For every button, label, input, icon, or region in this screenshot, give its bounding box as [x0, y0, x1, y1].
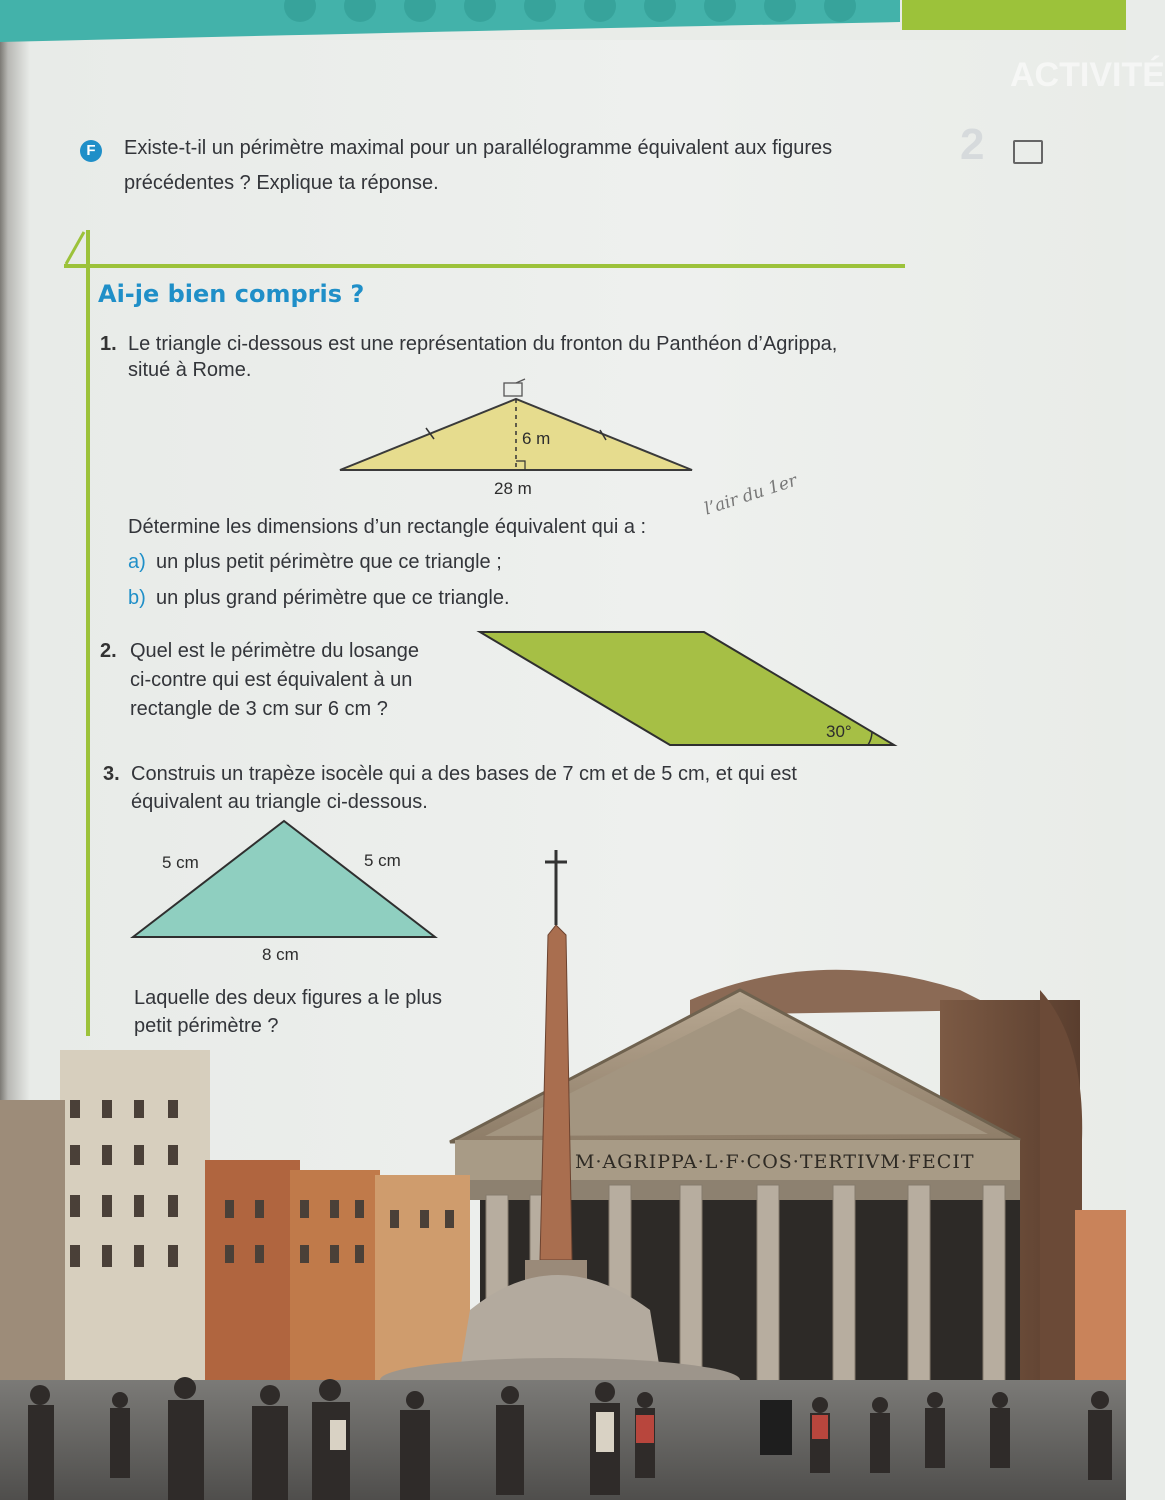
q2-number: 2. — [100, 640, 117, 662]
checkbox[interactable] — [1013, 140, 1043, 164]
handwritten-note: l’air du 1er — [701, 470, 800, 520]
q2-line2: ci-contre qui est équivalent à un — [130, 669, 413, 691]
q1-b-text: un plus grand périmètre que ce triangle. — [156, 587, 510, 609]
q1-a-label: a) — [128, 551, 146, 573]
q1-line2: situé à Rome. — [128, 359, 252, 381]
q3-line1: Construis un trapèze isocèle qui a des bases de 7 cm et de 5 cm, et qui est — [131, 763, 797, 785]
question-f-badge: F — [80, 140, 102, 162]
section-title: Ai-je bien compris ? — [98, 280, 365, 308]
q3-followup-line2: petit périmètre ? — [134, 1015, 279, 1037]
top-decorative-band — [0, 0, 1126, 40]
q2-line3: rectangle de 3 cm sur 6 cm ? — [130, 698, 388, 720]
q2-line1: Quel est le périmètre du losange — [130, 640, 420, 662]
pediment-triangle-figure — [330, 375, 710, 485]
q3-base-label: 8 cm — [262, 945, 299, 964]
q3-followup-line1: Laquelle des deux figures a le plus — [134, 987, 442, 1009]
q2-angle-label: 30° — [826, 722, 852, 741]
pantheon-inscription: M·AGRIPPA·L·F·COS·TERTIVM·FECIT — [575, 1151, 975, 1173]
question-f-line1: Existe-t-il un périmètre maximal pour un parallélogramme équivalent aux figures — [124, 137, 833, 159]
q1-height-label: 6 m — [522, 429, 551, 448]
q1-base-label: 28 m — [494, 479, 532, 498]
q1-number: 1. — [100, 333, 117, 355]
q1-a-text: un plus petit périmètre que ce triangle ; — [156, 551, 502, 573]
q1-prompt: Détermine les dimensions d’un rectangle équivalent qui a : — [128, 516, 647, 538]
q3-right-side-label: 5 cm — [364, 851, 401, 870]
q3-left-side-label: 5 cm — [162, 853, 199, 872]
q1-line1: Le triangle ci-dessous est une représentation du fronton du Panthéon d’Agrippa, — [128, 333, 838, 355]
side-tab-number: 2 — [960, 120, 985, 169]
question-f-line2: précédentes ? Explique ta réponse. — [124, 172, 439, 194]
obelisk — [540, 925, 572, 1260]
side-tab-activity: ACTIVITÉ — [1010, 56, 1165, 94]
q1-b-label: b) — [128, 587, 146, 609]
q3-line2: équivalent au triangle ci-dessous. — [131, 791, 428, 813]
q3-number: 3. — [103, 763, 120, 785]
pantheon-photo — [0, 840, 1126, 1500]
